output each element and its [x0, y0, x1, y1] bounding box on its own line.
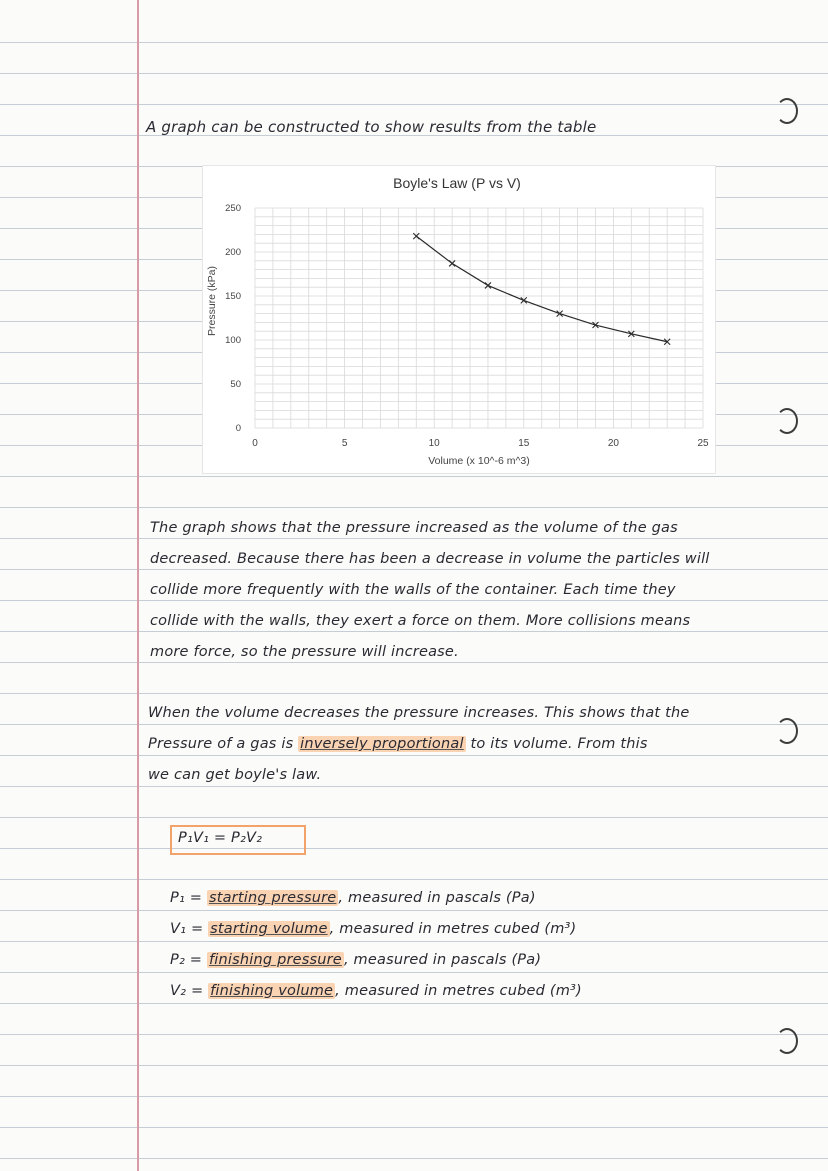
- y-tick-label: 100: [225, 335, 241, 346]
- highlight-inversely-proportional: inversely proportional: [300, 736, 464, 752]
- definition-rest: , measured in pascals (Pa): [338, 890, 536, 906]
- definition-rest: , measured in pascals (Pa): [343, 952, 542, 968]
- chart-card: [202, 165, 716, 474]
- definition-symbol: P₂ =: [170, 952, 203, 968]
- definition-term: finishing volume: [210, 983, 334, 999]
- y-tick-label: 200: [225, 247, 241, 258]
- y-axis-label: Pressure (kPa): [206, 265, 218, 337]
- definition-rest: , measured in metres cubed (m³): [329, 921, 577, 937]
- binder-ring: [776, 408, 798, 434]
- definition-v2: [170, 983, 582, 999]
- x-tick-label: 15: [518, 438, 530, 449]
- paragraph1-line3: collide more frequently with the walls of the container. Each time they: [150, 582, 676, 598]
- boyles-law-chart: [203, 166, 715, 473]
- definition-symbol: V₂ =: [170, 983, 204, 999]
- x-tick-label: 5: [341, 438, 348, 449]
- paragraph2-line2-end: to its volume. From this: [470, 736, 648, 752]
- chart-ticks: [225, 203, 709, 449]
- definition-symbol: P₁ =: [170, 890, 203, 906]
- paragraph2-line2: [148, 736, 648, 752]
- chart-title: Boyle's Law (P vs V): [393, 175, 521, 191]
- binder-ring: [776, 718, 798, 744]
- definition-term: starting pressure: [208, 890, 337, 906]
- intro-text: A graph can be constructed to show results from the table: [146, 118, 597, 136]
- x-axis-label: Volume (x 10^-6 m^3): [428, 455, 530, 467]
- binder-ring: [776, 1028, 798, 1054]
- paragraph2-line1: When the volume decreases the pressure increases. This shows that the: [148, 705, 690, 721]
- definition-term: finishing pressure: [208, 952, 342, 968]
- paragraph2-line2-start: Pressure of a gas is: [148, 736, 294, 752]
- definition-p2: [170, 952, 541, 968]
- y-tick-label: 50: [230, 379, 241, 390]
- x-tick-label: 20: [607, 438, 619, 449]
- x-tick-label: 25: [697, 438, 709, 449]
- binder-ring: [776, 98, 798, 124]
- definition-symbol: V₁ =: [170, 921, 204, 937]
- x-tick-label: 10: [428, 438, 440, 449]
- definition-v1: [170, 921, 576, 937]
- paragraph2-line3: we can get boyle's law.: [148, 767, 322, 783]
- paragraph1-line5: more force, so the pressure will increase.: [150, 644, 459, 660]
- paragraph1-line1: The graph shows that the pressure increased as the volume of the gas: [150, 520, 678, 536]
- definition-term: starting volume: [210, 921, 328, 937]
- margin-line: [137, 0, 139, 1171]
- chart-grid: [255, 208, 703, 428]
- y-tick-label: 150: [225, 291, 241, 302]
- paragraph1-line4: collide with the walls, they exert a force on them. More collisions means: [150, 613, 691, 629]
- definition-p1: [170, 890, 536, 906]
- boyles-law-formula: P₁V₁ = P₂V₂: [178, 830, 263, 846]
- paragraph1-line2: decreased. Because there has been a decrease in volume the particles will: [150, 551, 710, 567]
- y-tick-label: 0: [235, 423, 241, 434]
- x-tick-label: 0: [252, 438, 258, 449]
- definition-rest: , measured in metres cubed (m³): [335, 983, 582, 999]
- y-tick-label: 250: [225, 203, 241, 214]
